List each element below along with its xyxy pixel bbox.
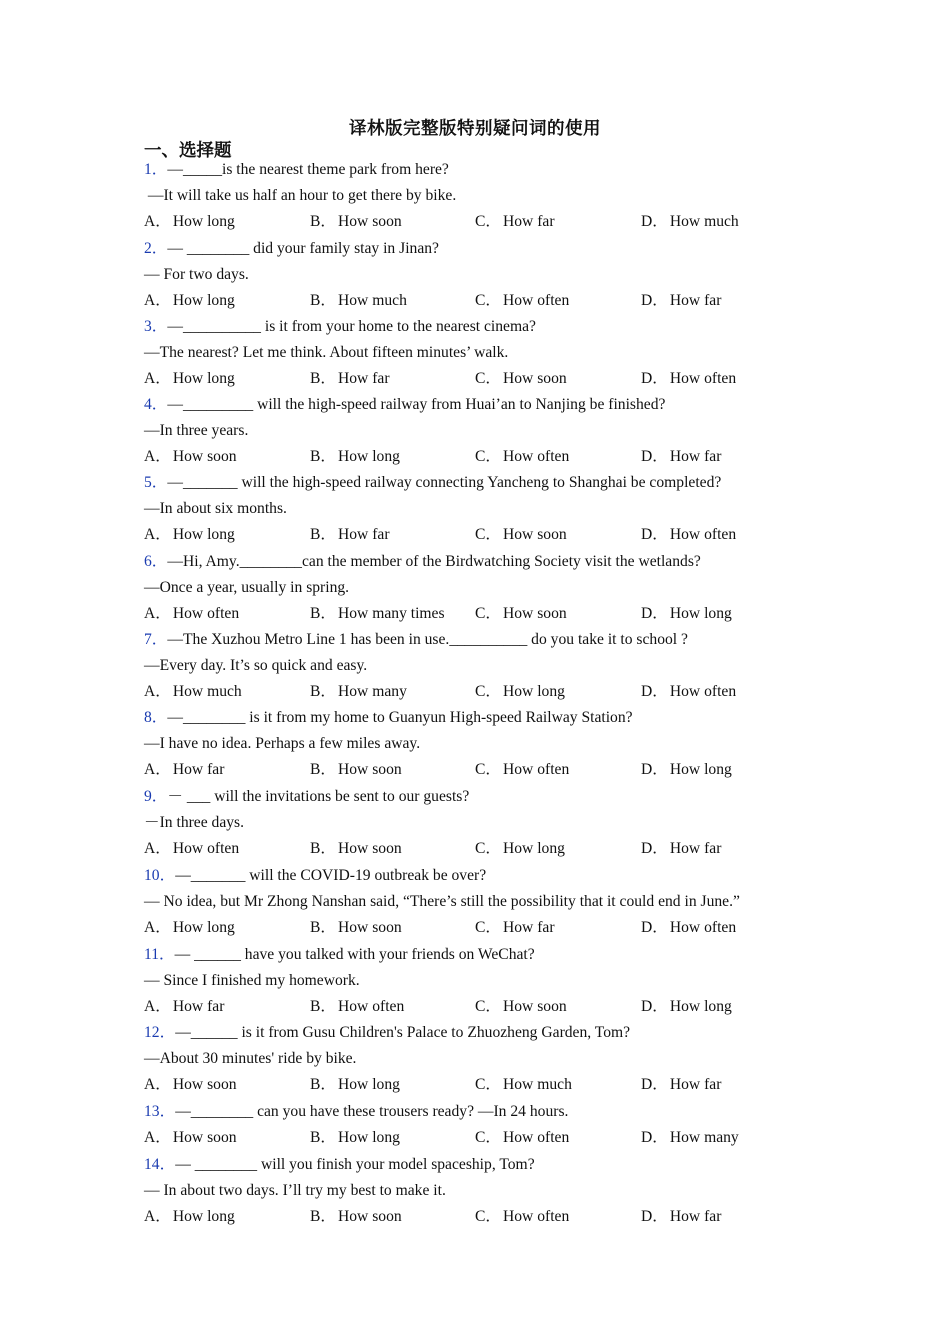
option-letter: D． [641, 919, 668, 936]
dialogue-reply: —In about six months. [144, 500, 287, 517]
option-text: How often [669, 370, 737, 387]
question-number: 13． [144, 1103, 176, 1120]
option-letter: D． [641, 1129, 668, 1146]
option-d[interactable] [641, 836, 721, 862]
question-5 [144, 470, 864, 548]
option-text: How long [172, 919, 235, 936]
question-1 [144, 157, 864, 235]
option-letter: C． [475, 683, 501, 700]
option-letter: A． [144, 292, 171, 309]
question-number: 8． [144, 709, 168, 726]
option-letter: A． [144, 213, 171, 230]
question-text: —________ is it from my home to Guanyun High-speed Railway Station? [167, 709, 633, 726]
option-letter: B． [310, 919, 336, 936]
option-b[interactable] [310, 757, 402, 783]
option-letter: C． [475, 448, 501, 465]
option-d[interactable] [641, 288, 721, 314]
option-c[interactable] [475, 1072, 572, 1098]
option-letter: C． [475, 998, 501, 1015]
option-b[interactable] [310, 366, 390, 392]
option-letter: B． [310, 292, 336, 309]
option-letter: B． [310, 998, 336, 1015]
option-text: How far [669, 1076, 722, 1093]
option-text: How many [338, 683, 407, 700]
option-letter: B． [310, 683, 336, 700]
question-number: 12． [144, 1024, 176, 1041]
option-text: How often [503, 292, 570, 309]
question-stem [144, 863, 864, 889]
dialogue-reply: —In three years. [144, 422, 249, 439]
option-letter: D． [641, 370, 668, 387]
question-number: 14． [144, 1156, 176, 1173]
option-c[interactable] [475, 209, 555, 235]
options-row [144, 444, 864, 470]
option-text: How many times [338, 605, 445, 622]
dialogue-reply: —Every day. It’s so quick and easy. [144, 657, 368, 674]
option-text: How long [503, 683, 565, 700]
option-text: How often [503, 1208, 570, 1225]
option-c[interactable] [475, 444, 569, 470]
question-number: 4． [144, 396, 168, 413]
question-stem [144, 314, 864, 340]
option-a[interactable] [144, 757, 224, 783]
option-letter: B． [310, 605, 336, 622]
question-text: － ___ will the invitations be sent to our guests? [167, 788, 470, 805]
option-a[interactable] [144, 522, 235, 548]
option-text: How soon [503, 605, 567, 622]
option-c[interactable] [475, 915, 555, 941]
option-letter: D． [641, 998, 668, 1015]
dialogue-reply: —The nearest? Let me think. About fifteen minutes’ walk. [144, 344, 509, 361]
option-text: How soon [338, 761, 402, 778]
option-b[interactable] [310, 679, 407, 705]
option-a[interactable] [144, 366, 235, 392]
option-text: How often [669, 526, 737, 543]
option-letter: D． [641, 526, 668, 543]
options-row [144, 209, 864, 235]
option-text: How soon [338, 213, 402, 230]
option-c[interactable] [475, 757, 569, 783]
option-letter: C． [475, 370, 501, 387]
question-number: 3． [144, 318, 168, 335]
option-letter: B． [310, 1208, 336, 1225]
option-text: How long [669, 605, 732, 622]
question-text: —_____is the nearest theme park from here? [167, 161, 449, 178]
options-row [144, 1125, 864, 1151]
option-text: How long [338, 448, 400, 465]
section-heading: 一、选择题 [144, 141, 232, 161]
dialogue-reply: — No idea, but Mr Zhong Nanshan said, “There’s still the possibility that it could end in June.” [144, 893, 740, 910]
option-c[interactable] [475, 836, 565, 862]
option-text: How long [172, 213, 235, 230]
option-letter: B． [310, 840, 336, 857]
option-letter: D． [641, 1076, 668, 1093]
dialogue-reply: —About 30 minutes' ride by bike. [144, 1050, 357, 1067]
option-text: How long [172, 1208, 235, 1225]
option-text: How often [503, 761, 570, 778]
options-row [144, 757, 864, 783]
option-text: How soon [338, 1208, 402, 1225]
question-13 [144, 1099, 864, 1151]
option-b[interactable] [310, 1204, 402, 1230]
option-text: How often [172, 605, 240, 622]
question-stem [144, 1099, 864, 1125]
options-row [144, 994, 864, 1020]
options-row [144, 1072, 864, 1098]
dialogue-reply: — In about two days. I’ll try my best to make it. [144, 1182, 446, 1199]
option-d[interactable] [641, 1072, 721, 1098]
question-11 [144, 942, 864, 1020]
question-number: 10． [144, 867, 176, 884]
option-letter: A． [144, 1129, 171, 1146]
question-text: —_______ will the COVID-19 outbreak be over? [175, 867, 487, 884]
option-text: How soon [172, 1076, 237, 1093]
option-d[interactable] [641, 366, 736, 392]
option-text: How soon [503, 526, 567, 543]
option-letter: D． [641, 448, 668, 465]
option-text: How many [669, 1129, 739, 1146]
question-text: —__________ is it from your home to the nearest cinema? [167, 318, 536, 335]
option-a[interactable] [144, 1204, 235, 1230]
option-d[interactable] [641, 444, 721, 470]
option-text: How soon [172, 1129, 237, 1146]
question-12 [144, 1020, 864, 1098]
question-text: —Hi, Amy.________can the member of the Birdwatching Society visit the wetlands? [167, 553, 701, 570]
option-c[interactable] [475, 366, 567, 392]
question-text: —The Xuzhou Metro Line 1 has been in use.__________ do you take it to school ? [167, 631, 688, 648]
option-b[interactable] [310, 209, 402, 235]
option-d[interactable] [641, 209, 739, 235]
option-b[interactable] [310, 1072, 400, 1098]
option-b[interactable] [310, 288, 407, 314]
option-a[interactable] [144, 915, 235, 941]
question-stem [144, 784, 864, 810]
option-text: How soon [503, 370, 567, 387]
option-a[interactable] [144, 679, 242, 705]
question-number: 11． [144, 946, 175, 963]
option-d[interactable] [641, 679, 736, 705]
option-text: How far [172, 998, 225, 1015]
options-row [144, 836, 864, 862]
option-letter: C． [475, 605, 501, 622]
question-text: —_______ will the high-speed railway connecting Yancheng to Shanghai be completed? [167, 474, 722, 491]
option-letter: A． [144, 1208, 171, 1225]
option-letter: D． [641, 213, 668, 230]
option-letter: C． [475, 292, 501, 309]
option-text: How far [503, 919, 555, 936]
question-stem [144, 705, 864, 731]
option-c[interactable] [475, 1204, 569, 1230]
option-letter: B． [310, 448, 336, 465]
option-letter: C． [475, 1129, 501, 1146]
question-stem [144, 470, 864, 496]
option-letter: D． [641, 683, 668, 700]
option-letter: A． [144, 605, 171, 622]
option-text: How far [669, 1208, 722, 1225]
option-letter: D． [641, 605, 668, 622]
option-letter: A． [144, 840, 171, 857]
option-text: How often [172, 840, 240, 857]
option-letter: A． [144, 370, 171, 387]
question-6 [144, 549, 864, 627]
option-a[interactable] [144, 288, 235, 314]
option-b[interactable] [310, 522, 390, 548]
option-letter: A． [144, 526, 171, 543]
option-text: How much [503, 1076, 572, 1093]
question-stem [144, 1020, 864, 1046]
option-letter: B． [310, 761, 336, 778]
question-text: — ________ did your family stay in Jinan? [167, 240, 439, 257]
dialogue-reply: —Once a year, usually in spring. [144, 579, 350, 596]
option-letter: B． [310, 1129, 336, 1146]
option-text: How much [338, 292, 407, 309]
option-a[interactable] [144, 209, 235, 235]
option-b[interactable] [310, 994, 404, 1020]
option-a[interactable] [144, 1072, 237, 1098]
options-row [144, 915, 864, 941]
option-letter: C． [475, 1208, 501, 1225]
option-letter: A． [144, 761, 171, 778]
option-text: How long [503, 840, 565, 857]
question-10 [144, 863, 864, 941]
dialogue-reply: —I have no idea. Perhaps a few miles away. [144, 735, 421, 752]
option-letter: C． [475, 213, 501, 230]
option-letter: A． [144, 683, 171, 700]
option-text: How far [669, 292, 722, 309]
option-letter: B． [310, 370, 336, 387]
option-a[interactable] [144, 836, 239, 862]
question-3 [144, 314, 864, 392]
option-a[interactable] [144, 444, 237, 470]
question-number: 9． [144, 788, 168, 805]
option-text: How far [669, 448, 722, 465]
dialogue-reply: －In three days. [144, 814, 245, 831]
options-row [144, 522, 864, 548]
option-c[interactable] [475, 994, 567, 1020]
option-b[interactable] [310, 915, 402, 941]
option-text: How far [338, 526, 390, 543]
option-letter: C． [475, 526, 501, 543]
option-text: How far [669, 840, 722, 857]
option-letter: A． [144, 919, 171, 936]
option-text: How soon [338, 840, 402, 857]
dialogue-reply: —It will take us half an hour to get there by bike. [144, 187, 457, 204]
question-number: 7． [144, 631, 168, 648]
option-d[interactable] [641, 915, 736, 941]
option-d[interactable] [641, 994, 732, 1020]
option-text: How often [503, 1129, 570, 1146]
question-text: —_________ will the high-speed railway from Huai’an to Nanjing be finished? [167, 396, 666, 413]
question-text: — ________ will you finish your model spaceship, Tom? [175, 1156, 535, 1173]
dialogue-reply: — For two days. [144, 266, 249, 283]
option-letter: D． [641, 292, 668, 309]
option-a[interactable] [144, 1125, 237, 1151]
question-9 [144, 784, 864, 862]
question-4 [144, 392, 864, 470]
question-7 [144, 627, 864, 705]
option-c[interactable] [475, 288, 569, 314]
option-letter: C． [475, 1076, 501, 1093]
options-row [144, 288, 864, 314]
option-text: How much [172, 683, 242, 700]
option-letter: B． [310, 213, 336, 230]
question-number: 2． [144, 240, 168, 257]
option-b[interactable] [310, 444, 400, 470]
option-text: How much [669, 213, 739, 230]
question-number: 5． [144, 474, 168, 491]
option-letter: A． [144, 998, 171, 1015]
options-row [144, 1204, 864, 1230]
option-a[interactable] [144, 994, 224, 1020]
option-text: How long [172, 370, 235, 387]
option-text: How soon [338, 919, 402, 936]
option-letter: D． [641, 761, 668, 778]
option-c[interactable] [475, 679, 565, 705]
option-c[interactable] [475, 1125, 569, 1151]
option-text: How long [338, 1129, 400, 1146]
question-stem [144, 392, 864, 418]
option-text: How long [172, 526, 235, 543]
question-2 [144, 236, 864, 314]
option-d[interactable] [641, 522, 736, 548]
question-stem [144, 942, 864, 968]
option-text: How far [172, 761, 225, 778]
question-number: 1． [144, 161, 168, 178]
option-b[interactable] [310, 1125, 400, 1151]
question-stem [144, 627, 864, 653]
option-text: How far [503, 213, 555, 230]
option-text: How soon [503, 998, 567, 1015]
question-text: —________ can you have these trousers ready? —In 24 hours. [175, 1103, 569, 1120]
option-text: How often [669, 919, 737, 936]
option-letter: C． [475, 919, 501, 936]
option-text: How often [503, 448, 570, 465]
options-row [144, 601, 864, 627]
document-title: 译林版完整版特别疑问词的使用 [349, 119, 601, 139]
option-text: How long [338, 1076, 400, 1093]
option-d[interactable] [641, 601, 732, 627]
option-d[interactable] [641, 1204, 721, 1230]
option-letter: B． [310, 1076, 336, 1093]
question-stem [144, 1152, 864, 1178]
option-text: How soon [172, 448, 237, 465]
option-letter: A． [144, 448, 171, 465]
option-letter: B． [310, 526, 336, 543]
option-text: How often [338, 998, 405, 1015]
option-d[interactable] [641, 757, 732, 783]
option-text: How long [669, 761, 732, 778]
dialogue-reply: — Since I finished my homework. [144, 972, 360, 989]
options-row [144, 679, 864, 705]
question-text: — ______ have you talked with your friends on WeChat? [174, 946, 535, 963]
option-b[interactable] [310, 601, 445, 627]
question-14 [144, 1152, 864, 1230]
question-stem [144, 157, 864, 183]
option-text: How often [669, 683, 737, 700]
option-letter: C． [475, 840, 501, 857]
question-text: —______ is it from Gusu Children's Palace to Zhuozheng Garden, Tom? [175, 1024, 631, 1041]
question-stem [144, 549, 864, 575]
option-d[interactable] [641, 1125, 739, 1151]
option-letter: D． [641, 840, 668, 857]
option-text: How long [172, 292, 235, 309]
options-row [144, 366, 864, 392]
question-number: 6． [144, 553, 168, 570]
option-b[interactable] [310, 836, 402, 862]
option-text: How long [669, 998, 732, 1015]
option-c[interactable] [475, 522, 567, 548]
option-letter: A． [144, 1076, 171, 1093]
option-a[interactable] [144, 601, 239, 627]
question-8 [144, 705, 864, 783]
option-c[interactable] [475, 601, 567, 627]
question-stem [144, 236, 864, 262]
option-letter: D． [641, 1208, 668, 1225]
option-text: How far [338, 370, 390, 387]
option-letter: C． [475, 761, 501, 778]
